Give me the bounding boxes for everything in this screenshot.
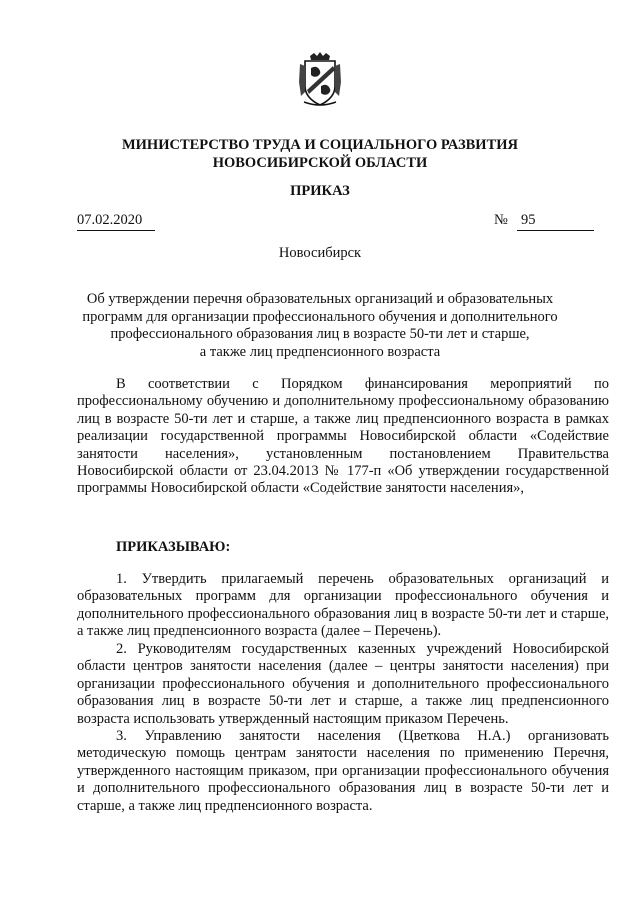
ministry-name [0,136,640,172]
city: Новосибирск [278,245,362,261]
subject-line-1: Об утверждении перечня образовательных организаций и образовательных [86,291,554,307]
ministry-name-line-2: НОВОСИБИРСКОЙ ОБЛАСТИ [212,155,428,171]
order-number: 95 [517,212,594,231]
order-item-1: 1. Утвердить прилагаемый перечень образовательных организаций и образовательных программ для организации профессионального обучения и дополнительного профессионального образования лиц в возрасте 50-ти лет и старше, а также лиц предпенсионного возраста (далее – Перечень). [77,571,609,640]
order-date: 07.02.2020 [77,212,155,231]
ministry-name-line-1: МИНИСТЕРСТВО ТРУДА И СОЦИАЛЬНОГО РАЗВИТИЯ [121,137,519,153]
order-item-3: 3. Управлению занятости населения (Цветкова Н.А.) организовать методическую помощь центрам занятости населения по применению Перечня, утвержденного настоящим приказом, при организации профессионального обучения и дополнительного профессионального образования лиц в возрасте 50-ти лет и старше, а также лиц предпенсионного возраста. [77,728,609,814]
order-item-2: 2. Руководителям государственных казенных учреждений Новосибирской области центров занятости населения (далее – центры занятости населения) при организации профессионального обучения и дополнительного профессионального образования лиц в возрасте 50-ти лет и старше, а также лиц предпенсионного возраста использовать утвержденный настоящим приказом Перечень. [77,641,609,727]
order-number-label: № [494,212,508,228]
coat-of-arms-icon [298,52,342,108]
subject-line-2: программ для организации профессионального обучения и дополнительного [82,308,558,325]
document-type: ПРИКАЗ [290,183,350,199]
order-subject [80,291,560,361]
subject-line-4: а также лиц предпенсионного возраста [199,343,441,360]
preamble-paragraph: В соответствии с Порядком финансирования мероприятий по профессиональному обучению и дополнительному профессиональному образованию лиц в возрасте 50-ти лет и старше, а также лиц предпенсионного возраста в рамках реализации государственной программы Новосибирской области «Содействие занятости населения», установленным постановлением Правительства Новосибирской области от 23.04.2013 № 177-п «Об утверждении государственной программы Новосибирской области «Содействие занятости населения», [77,376,609,497]
order-heading: ПРИКАЗЫВАЮ: [116,539,231,555]
subject-line-3: профессионального образования лиц в возрасте 50-ти лет и старше, [110,326,530,342]
